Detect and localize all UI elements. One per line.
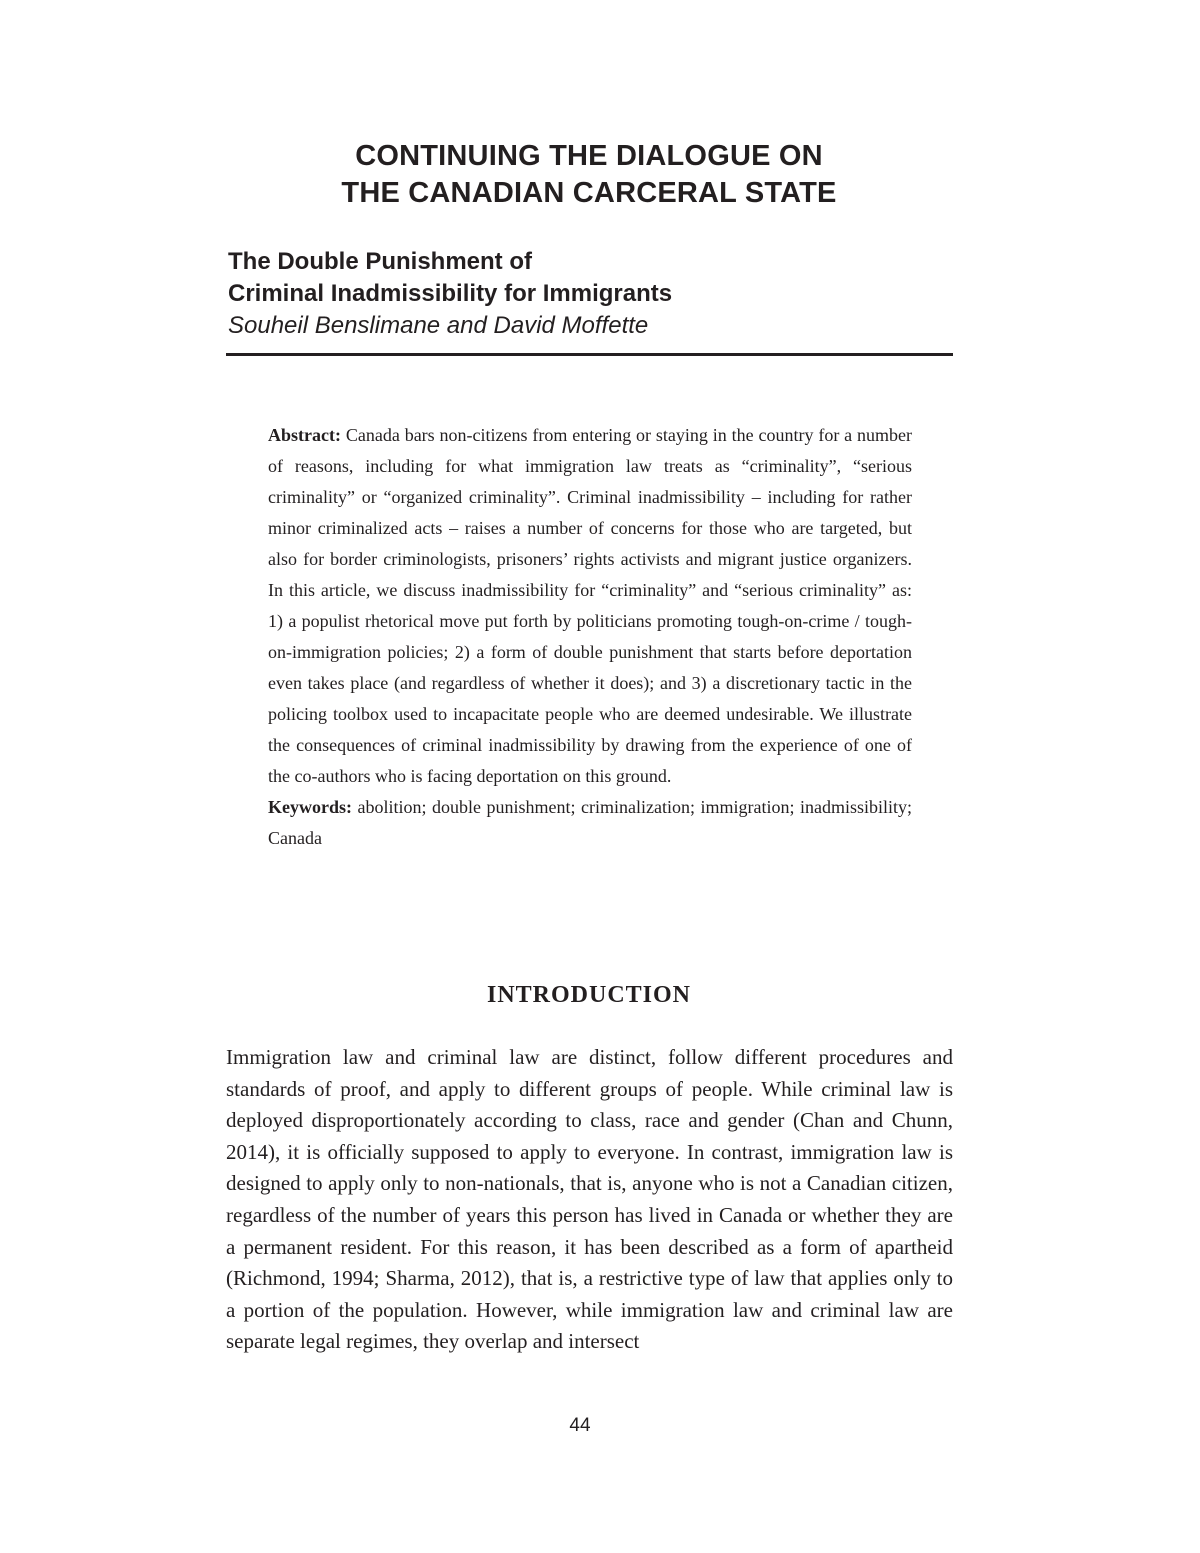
keywords-label: Keywords: [268,797,352,817]
introduction-heading: INTRODUCTION [486,982,692,1008]
abstract-block [268,420,912,854]
abstract-paragraph [268,420,912,792]
abstract-text: Canada bars non-citizens from entering or staying in the country for a number of reasons, including for what immigration law treats as “criminality”, “serious criminality” or “organized criminality”. Criminal inadmissibility – including for rather minor criminalized acts – raises a number of concerns for those who are targeted, but also for border criminologists, prisoners’ rights activists and migrant justice organizers. In this article, we discuss inadmissibility for “criminality” and “serious criminality” as: 1) a populist rhetorical move put forth by politicians promoting tough-on-crime / tough-on-immigration policies; 2) a form of double punishment that starts before deportation even takes place (and regardless of whether it does); and 3) a discretionary tactic in the policing toolbox used to incapacitate people who are deemed undesirable. We illustrate the consequences of criminal inadmissibility by drawing from the experience of one of the co-authors who is facing deportation on this ground. [268,425,913,786]
article-authors: Souheil Benslimane and David Moffette [228,312,649,339]
article-title [228,246,954,310]
section-title-line-2: THE CANADIAN CARCERAL STATE [341,177,837,209]
keywords-text: abolition; double punishment; criminalization; immigration; inadmissibility; Canada [268,797,912,848]
article-title-line-2: Criminal Inadmissibility for Immigrants [228,280,673,307]
keywords-paragraph [268,792,912,854]
article-title-line-1: The Double Punishment of [228,248,532,275]
section-title-line-1: CONTINUING THE DIALOGUE ON [355,140,823,172]
section-title [226,138,952,212]
header-divider [226,353,953,356]
introduction-paragraph: Immigration law and criminal law are distinct, follow different procedures and standards of proof, and apply to different groups of people. While criminal law is deployed disproportionately according to class, race and gender (Chan and Chunn, 2014), it is officially supposed to apply to everyone. In contrast, immigration law is designed to apply only to non-nationals, that is, anyone who is not a Canadian citizen, regardless of the number of years this person has lived in Canada or whether they are a permanent resident. For this reason, it has been described as a form of apartheid (Richmond, 1994; Sharma, 2012), that is, a restrictive type of law that applies only to a portion of the population. However, while immigration law and criminal law are separate legal regimes, they overlap and intersect [226,1045,953,1354]
abstract-label: Abstract: [268,425,341,445]
article-header [228,246,954,342]
page-number: 44 [569,1415,591,1436]
